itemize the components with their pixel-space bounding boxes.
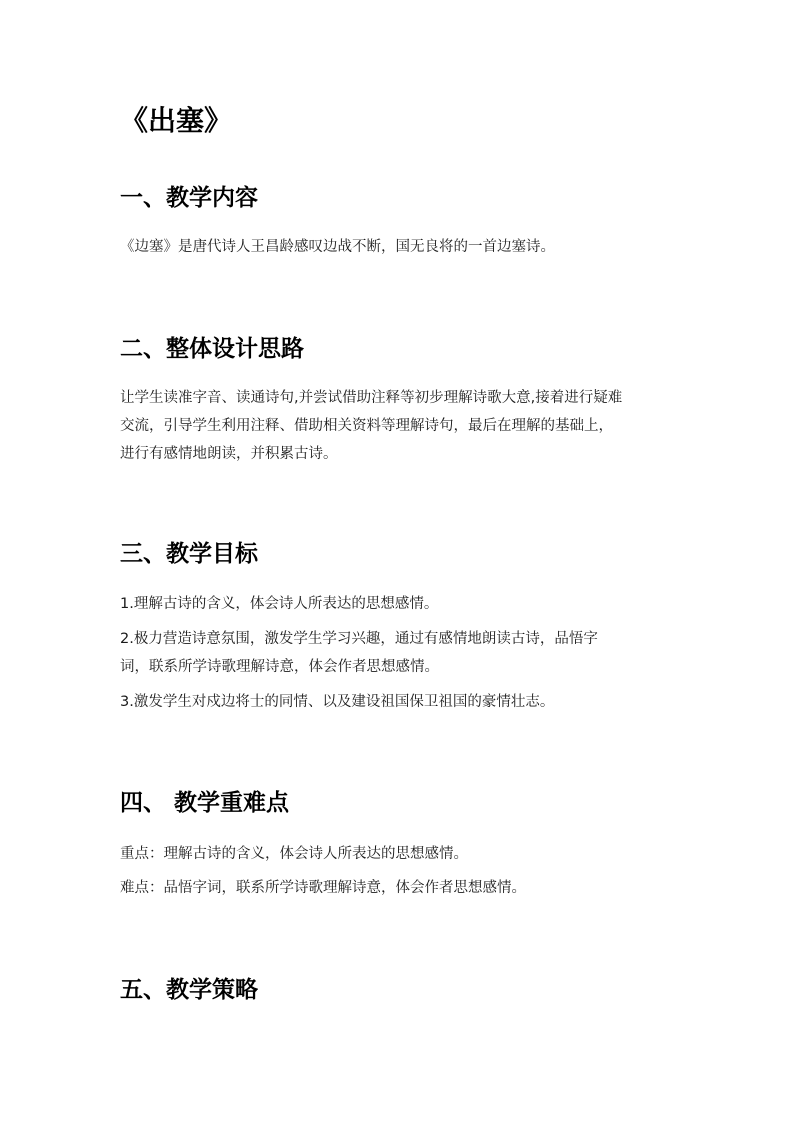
paragraph-line: 交流，引导学生利用注释、借助相关资料等理解诗句，最后在理解的基础上， bbox=[120, 418, 613, 434]
document-title: 《出塞》 bbox=[120, 104, 233, 137]
section-paragraph: 《边塞》是唐代诗人王昌龄感叹边战不断，国无良将的一首边塞诗。 bbox=[120, 239, 555, 255]
paragraph-line: 进行有感情地朗读，并积累古诗。 bbox=[120, 446, 338, 462]
key-point-paragraph: 重点：理解古诗的含义，体会诗人所表达的思想感情。 bbox=[120, 846, 468, 862]
section-heading-teaching-strategy: 五、教学策略 bbox=[120, 977, 258, 1003]
paragraph-line: 词，联系所学诗歌理解诗意，体会作者思想感情。 bbox=[120, 659, 439, 675]
section-heading-key-difficulties: 四、 教学重难点 bbox=[120, 790, 290, 816]
design-approach-paragraph bbox=[120, 384, 680, 468]
objective-item-3: 3.激发学生对戍边将士的同情、以及建设祖国保卫祖国的豪情壮志。 bbox=[120, 694, 555, 710]
section-heading-teaching-content: 一、教学内容 bbox=[120, 185, 258, 211]
section-heading-teaching-objectives: 三、教学目标 bbox=[120, 541, 258, 567]
paragraph-line: 让学生读准字音、读通诗句,并尝试借助注释等初步理解诗歌大意,接着进行疑难 bbox=[120, 390, 623, 406]
difficult-point-paragraph: 难点：品悟字词，联系所学诗歌理解诗意，体会作者思想感情。 bbox=[120, 880, 526, 896]
paragraph-line: 2.极力营造诗意氛围，激发学生学习兴趣，通过有感情地朗读古诗，品悟字 bbox=[120, 631, 598, 647]
objective-item-1: 1.理解古诗的含义，体会诗人所表达的思想感情。 bbox=[120, 596, 439, 612]
section-heading-design-approach: 二、整体设计思路 bbox=[120, 336, 304, 362]
objective-item-2 bbox=[120, 625, 680, 681]
